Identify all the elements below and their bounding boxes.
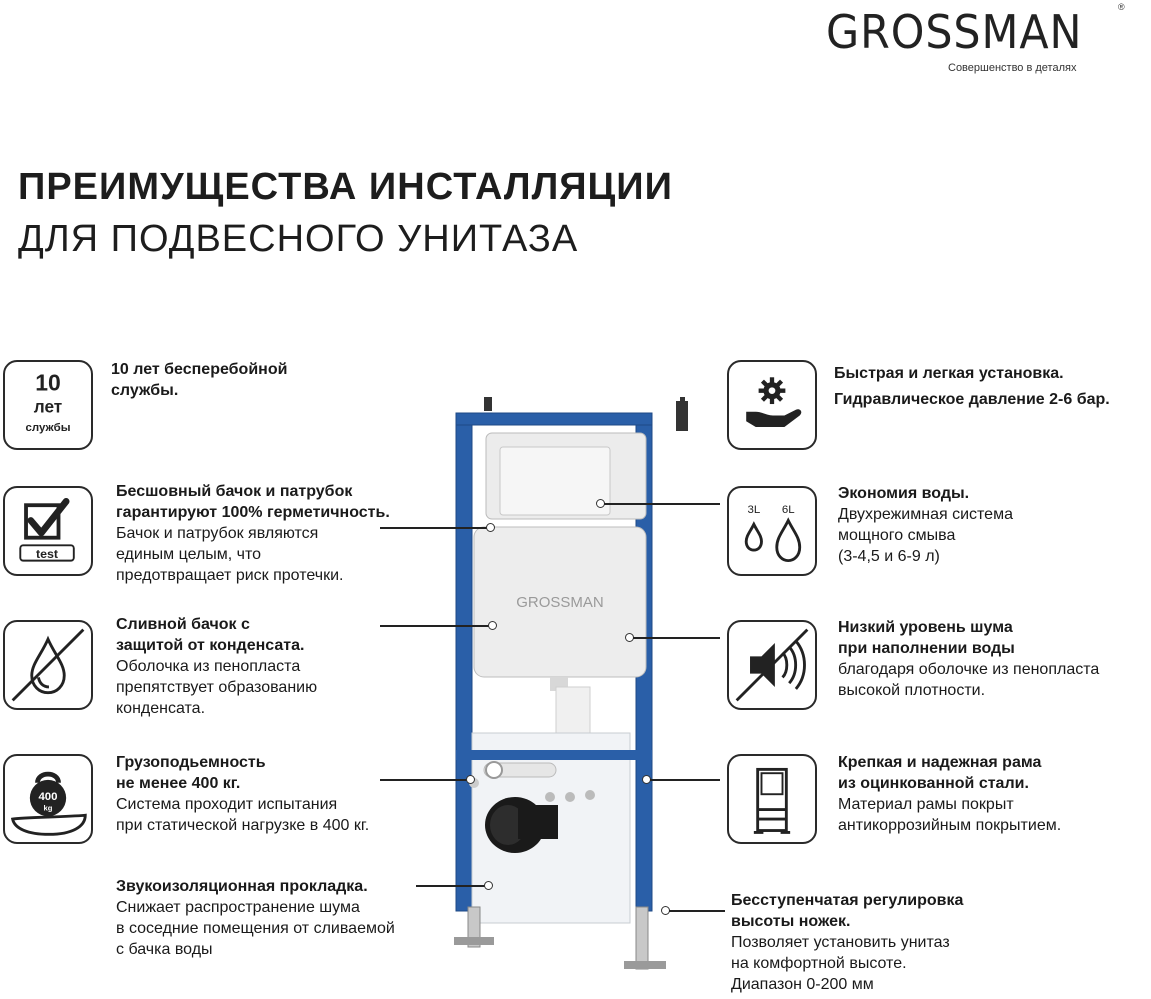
feature-sound-insulation	[116, 876, 395, 960]
water-drops-icon	[727, 486, 817, 576]
feature-title-line: Низкий уровень шума	[838, 619, 1013, 636]
feature-body-line: Система проходит испытания	[116, 796, 338, 813]
feature-body-line: на комфортной высоте.	[731, 955, 907, 972]
feature-body-line: Бачок и патрубок являются	[116, 525, 319, 542]
brand-tagline: Совершенство в деталях	[948, 62, 1077, 74]
feature-title-line: гарантируют 100% герметичность.	[116, 504, 390, 521]
feature-body-line: Материал рамы покрыт	[838, 796, 1014, 813]
feature-title-line: Звукоизоляционная прокладка.	[116, 878, 368, 895]
weight-label: 400	[38, 790, 58, 803]
low-noise-speaker-icon	[727, 620, 817, 710]
feature-seamless-tank	[116, 481, 390, 586]
callout-dot	[486, 523, 495, 532]
feature-low-noise	[838, 617, 1099, 701]
feature-title-line: Сливной бачок с	[116, 616, 250, 633]
water-large-label: 6L	[781, 503, 795, 516]
years-number: 10	[35, 369, 61, 396]
feature-title-line: Бесступенчатая регулировка	[731, 892, 964, 909]
feature-title-line: из оцинкованной стали.	[838, 775, 1029, 792]
feature-title-line: 10 лет бесперебойной	[111, 361, 288, 378]
feature-adjustable-legs	[731, 890, 963, 995]
feature-title-line: Бесшовный бачок и патрубок	[116, 483, 353, 500]
callout-line	[604, 503, 720, 505]
feature-body-line: Двухрежимная система	[838, 506, 1013, 523]
feature-title-line: защитой от конденсата.	[116, 637, 305, 654]
test-check-icon	[3, 486, 93, 576]
feature-body-line: (3-4,5 и 6-9 л)	[838, 548, 940, 565]
registered-mark: ®	[1118, 2, 1125, 12]
feature-condensate-protection	[116, 614, 317, 719]
headline-primary: ПРЕИМУЩЕСТВА ИНСТАЛЛЯЦИИ	[18, 166, 673, 208]
feature-body-line: Диапазон 0-200 мм	[731, 976, 874, 993]
feature-title-line: Гидравлическое давление 2-6 бар.	[834, 391, 1110, 408]
feature-body-line: при статической нагрузке в 400 кг.	[116, 817, 370, 834]
callout-line	[633, 637, 720, 639]
callout-dot	[488, 621, 497, 630]
feature-body-line: антикоррозийным покрытием.	[838, 817, 1062, 834]
logo-text: GROSSMAN	[826, 5, 1083, 59]
weight-unit: kg	[43, 803, 53, 813]
years-sub: службы	[25, 421, 71, 434]
feature-title-line: Экономия воды.	[838, 485, 970, 502]
years-service-icon	[3, 360, 93, 450]
feature-water-saving	[838, 483, 1013, 567]
callout-dot	[484, 881, 493, 890]
feature-body-line: в соседние помещения от сливаемой	[116, 920, 395, 937]
feature-body-line: с бачка воды	[116, 941, 213, 958]
cistern-label: GROSSMAN	[516, 594, 604, 611]
feature-title-line: не менее 400 кг.	[116, 775, 241, 792]
installation-frame-image	[440, 395, 700, 980]
feature-title-line: при наполнении воды	[838, 640, 1015, 657]
feature-title-line: высоты ножек.	[731, 913, 851, 930]
feature-body-line: Позволяет установить унитаз	[731, 934, 950, 951]
feature-service-life	[111, 359, 287, 401]
test-label: test	[36, 546, 59, 561]
feature-load-capacity	[116, 752, 369, 836]
brand-logo	[826, 5, 1082, 59]
feature-title-line: службы.	[111, 382, 179, 399]
feature-body-line: мощного смыва	[838, 527, 956, 544]
feature-body-line: препятствует образованию	[116, 679, 318, 696]
water-small-label: 3L	[747, 503, 761, 516]
callout-line	[380, 779, 468, 781]
feature-body-line: конденсата.	[116, 700, 206, 717]
weight-kettlebell-icon	[3, 754, 93, 844]
condensate-drop-icon	[3, 620, 93, 710]
years-word: лет	[33, 396, 63, 417]
feature-easy-install	[834, 361, 1110, 413]
steel-frame-icon	[727, 754, 817, 844]
feature-steel-frame	[838, 752, 1061, 836]
feature-body-line: единым целым, что	[116, 546, 262, 563]
feature-body-line: высокой плотности.	[838, 682, 986, 699]
feature-title-line: Грузоподьемность	[116, 754, 266, 771]
feature-title-line: Быстрая и легкая установка.	[834, 365, 1064, 382]
callout-line	[380, 625, 490, 627]
callout-line	[669, 910, 725, 912]
feature-body-line: Оболочка из пенопласта	[116, 658, 301, 675]
feature-body-line: благодаря оболочке из пенопласта	[838, 661, 1100, 678]
callout-line	[416, 885, 486, 887]
callout-line	[380, 527, 488, 529]
feature-body-line: предотвращает риск протечки.	[116, 567, 344, 584]
callout-dot	[466, 775, 475, 784]
feature-title-line: Крепкая и надежная рама	[838, 754, 1042, 771]
feature-body-line: Снижает распространение шума	[116, 899, 360, 916]
callout-line	[650, 779, 720, 781]
headline-secondary: ДЛЯ ПОДВЕСНОГО УНИТАЗА	[18, 218, 579, 260]
gear-hand-icon	[727, 360, 817, 450]
